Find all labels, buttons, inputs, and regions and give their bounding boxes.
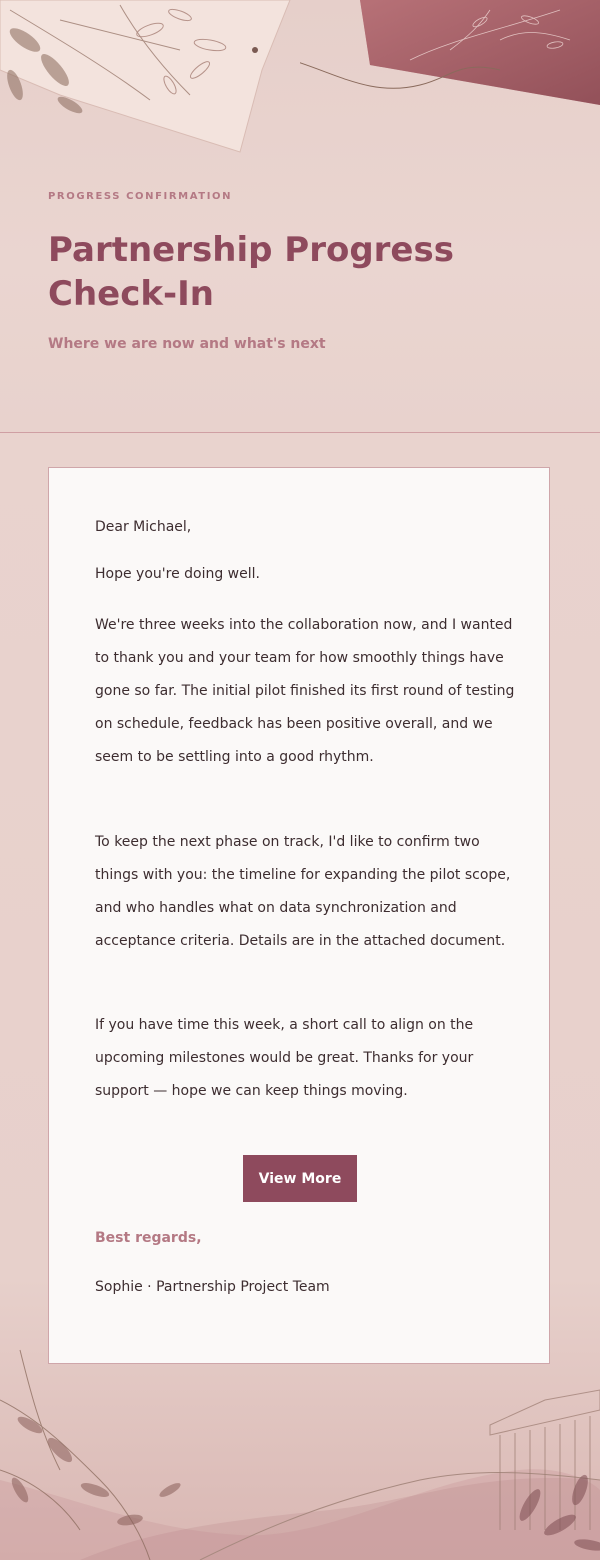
page-subtitle: Where we are now and what's next bbox=[48, 336, 326, 352]
letter-greeting: Dear Michael, bbox=[95, 519, 192, 535]
gift-tag-illustration bbox=[300, 0, 600, 120]
eyebrow-label: PROGRESS CONFIRMATION bbox=[48, 191, 233, 202]
letter-card bbox=[48, 467, 550, 1364]
letter-paragraph-3: If you have time this week, a short call to align on the upcoming milestones would be great. Thanks for your support — hope we can keep things moving. bbox=[95, 1017, 474, 1099]
header-divider bbox=[0, 432, 600, 433]
botanical-paper-card-illustration bbox=[0, 0, 300, 160]
page-title: Partnership Progress Check-In bbox=[48, 230, 454, 314]
botanical-footer-illustration bbox=[0, 1330, 600, 1560]
view-more-button[interactable]: View More bbox=[243, 1155, 357, 1202]
letter-paragraph-1: We're three weeks into the collaboration now, and I wanted to thank you and your team for how smoothly things have gone so far. The initial pilot finished its first round of testing on schedule, feedback has been positive overall, and we seem to be settling into a good rhythm. bbox=[95, 617, 515, 765]
letter-paragraph-2: To keep the next phase on track, I'd like to confirm two things with you: the timeline for expanding the pilot scope, and who handles what on data synchronization and acceptance criteria. Details are in the attached document. bbox=[95, 834, 511, 949]
letter-closing: Best regards, bbox=[95, 1230, 202, 1246]
letter-signature: Sophie · Partnership Project Team bbox=[95, 1279, 330, 1295]
letter-intro: Hope you're doing well. bbox=[95, 566, 260, 582]
